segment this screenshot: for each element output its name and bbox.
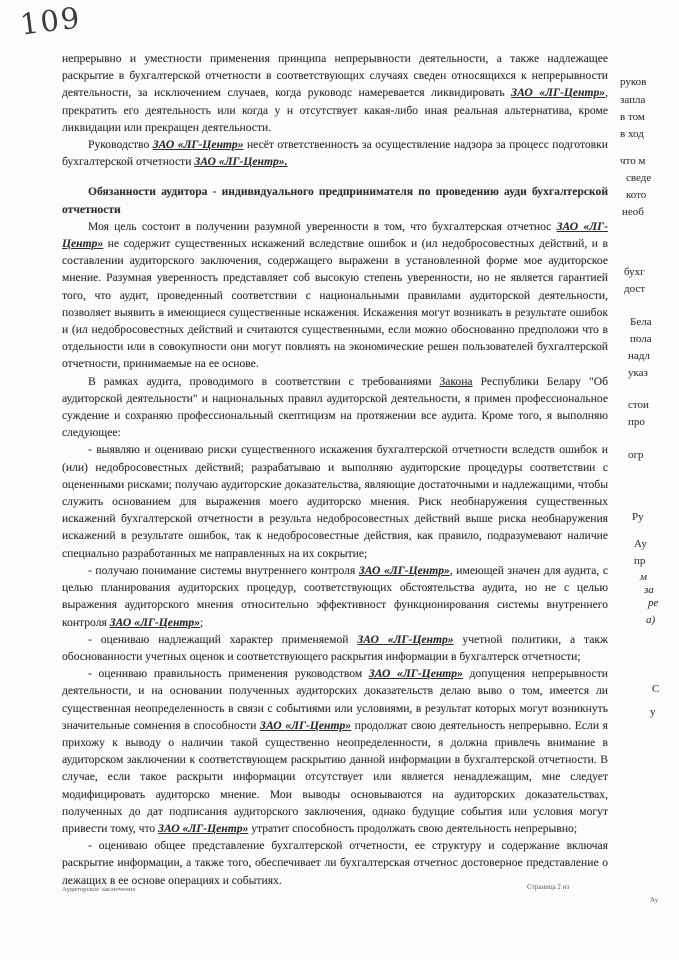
margin-text-fragment: сведе — [626, 172, 652, 184]
underlined-text: Закона — [439, 374, 473, 388]
paragraph: - оцениваю надлежащий характер применяемой ЗАО «ЛГ-Центр» учетной политики, а такж обоснованности учетных оценок и соответствующего раскрытия информации в бухгалтерск отчетности; — [62, 632, 608, 663]
company-name: ЗАО «ЛГ-Центр» — [152, 138, 244, 152]
margin-text-fragment: дост — [624, 283, 646, 295]
margin-text-fragment: огр — [628, 449, 644, 461]
margin-text-fragment: бухг — [624, 266, 645, 278]
paragraph: В рамках аудита, проводимого в соответствии с требованиями Закона Республики Белару "Об аудиторской деятельности" и национальных правил аудиторской деятельности, я примен профессиональное суждение и сохраняю профессиональный скептицизм на протяжении все аудита. Кроме того, я выполняю следующее: — [62, 374, 608, 440]
company-name: ЗАО «ЛГ-Центр» — [368, 667, 463, 681]
paragraph: - получаю понимание системы внутреннего контроля ЗАО «ЛГ-Центр», имеющей значен для аудита, с целью планирования аудиторских процедур, соответствующих обстоятельства аудита, но не с целью выражения аудиторского мнения относительно эффективност функционирования системы внутреннего контроля ЗАО «ЛГ-Центр»; — [62, 563, 608, 629]
company-name: ЗАО «ЛГ-Центр» — [358, 563, 450, 577]
margin-text-fragment: что м — [620, 155, 646, 167]
paragraph: Руководство ЗАО «ЛГ-Центр» несёт ответственность за осуществление надзора за процесс подготовки бухгалтерской отчетности ЗАО «ЛГ-Центр». — [62, 138, 608, 169]
margin-text-fragment: стои — [628, 399, 649, 411]
company-name: ЗАО «ЛГ-Центр». — [194, 155, 288, 169]
footer-document-title: Аудиторское заключение — [62, 886, 136, 893]
margin-text-fragment: ре — [648, 597, 659, 609]
margin-text-fragment: Ру — [632, 511, 644, 523]
margin-text-fragment: про — [628, 416, 645, 428]
company-name: ЗАО «ЛГ-Центр» — [62, 219, 608, 251]
margin-text-fragment: а) — [646, 614, 656, 626]
company-name: ЗАО «ЛГ-Центр» — [511, 86, 606, 100]
margin-text-fragment: м — [640, 571, 648, 583]
margin-text-fragment: С — [652, 683, 660, 695]
margin-text-fragment: запла — [620, 94, 646, 106]
paragraph: непрерывно и уместности применения принципа непрерывности деятельности, а также надлежащее раскрытие в бухгалтерской отчетности в соответствующих случаях сведен относящихся к непрерывности деятельности, за исключением случаев, когда руководс намеревается ликвидировать ЗАО «ЛГ-Центр», прекратить его деятельность или когда у н отсутствует какая-либо иная реальная альтернатива, кроме ликвидации или прекращен деятельности. — [62, 52, 608, 134]
margin-text-fragment: за — [644, 584, 654, 596]
margin-text-fragment: в том — [620, 111, 645, 123]
paragraph: - оцениваю общее представление бухгалтерской отчетности, ее структуру и содержание включая раскрытие информации, а также того, обеспечивает ли бухгалтерская отчетнос достоверное представление о лежащих в ее основе операциях и событиях. — [62, 839, 608, 887]
footer-next-page-fragment: Ау — [650, 896, 659, 904]
text-column — [62, 50, 608, 889]
company-name: ЗАО «ЛГ-Центр» — [109, 615, 201, 629]
company-name: ЗАО «ЛГ-Центр» — [357, 632, 454, 646]
margin-text-fragment: пола — [630, 333, 652, 345]
paragraph: - выявляю и оцениваю риски существенного искажения бухгалтерской отчетности вследств ошибок и (или) недобросовестных действий; разрабатываю и выполняю аудиторские процедуры соответствии с оцененными рисками; получаю аудиторские доказательства, являющие достаточными и надлежащими, чтобы служить основанием для выражения моего аудиторско мнения. Риск необнаружения существенных искажений бухгалтерской отчетности в результа недобросовестных действий выше риска необнаружения искажений в результате ошибок, так к недобросовестные действия, как правило, подразумевают наличие специально разработанных ме направленных на их сокрытие; — [62, 443, 608, 560]
margin-text-fragment: Бела — [630, 316, 652, 328]
margin-text-fragment: в ход — [620, 128, 644, 140]
margin-text-fragment: Ау — [634, 538, 647, 550]
company-name: ЗАО «ЛГ-Центр» — [158, 821, 249, 835]
handwritten-page-number: 109 — [18, 0, 84, 42]
paragraph: - оцениваю правильность применения руководством ЗАО «ЛГ-Центр» допущения непрерывности деятельности, и на основании полученных аудиторских доказательств делаю выво о том, имеется ли существенная неопределенность в связи с событиями или условиями, в результат которых могут возникнуть значительные сомнения в способности ЗАО «ЛГ-Центр» продолжат свою деятельность непрерывно. Если я прихожу к выводу о наличии такой существенно неопределенности, я должна привлечь внимание в аудиторском заключении к соответствующем раскрытию данной информации в бухгалтерской отчетности. В случае, если такое раскрыти информации отсутствует или является ненадлежащим, мне следует модифицировать аудиторско мнение. Мои выводы основываются на аудиторских доказательствах, полученных до дат подписания аудиторского заключения, однако будущие события или условия могут привести тому, что ЗАО «ЛГ-Центр» утратит способность продолжать свою деятельность непрерывно; — [62, 667, 608, 835]
margin-text-fragment: указ — [628, 367, 648, 379]
margin-text-fragment: руков — [620, 76, 647, 88]
margin-text-fragment: надл — [628, 350, 650, 362]
paragraph: Моя цель состоит в получении разумной уверенности в том, что бухгалтерская отчетнос ЗАО «ЛГ-Центр» не содержит существенных искажений вследствие ошибок и (ил недобросовестных действий, и в составлении аудиторского заключения, содержащего выражени в установленной форме мое аудиторское мнение. Разумная уверенность представляет соб высокую степень уверенности, но не является гарантией того, что аудит, проведенный соответствии с национальными правилами аудиторской деятельности, позволяет выявить в имеющиеся существенные искажения. Искажения могут возникать в результате ошибок и (ил недобросовестных действий и считаются существенными, если можно обоснованно предположи что в отдельности или в совокупности они могут повлиять на экономические решен пользователей бухгалтерской отчетности, принимаемые на ее основе. — [62, 219, 608, 371]
section-heading: Обязанности аудитора - индивидуального предпринимателя по проведению ауди бухгалтерской отчетности — [62, 185, 608, 216]
margin-text-fragment: кото — [626, 189, 647, 201]
margin-text-fragment: пр — [634, 555, 646, 567]
footer-page-number: Страница 2 из — [527, 883, 570, 891]
margin-text-fragment: необ — [622, 206, 644, 218]
margin-text-fragment: у — [650, 706, 656, 718]
company-name: ЗАО «ЛГ-Центр» — [260, 718, 352, 732]
